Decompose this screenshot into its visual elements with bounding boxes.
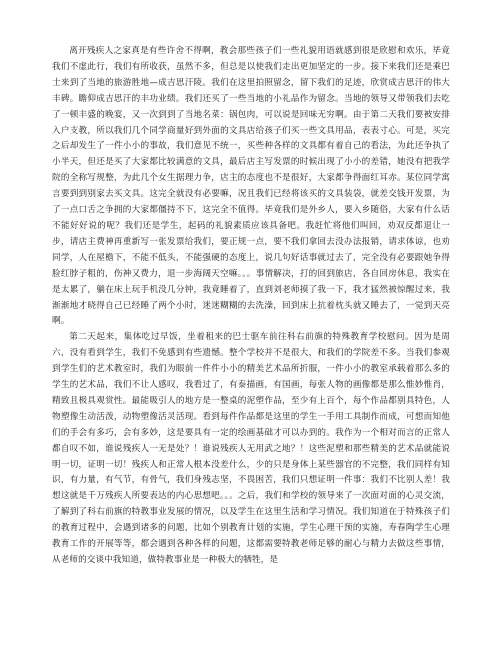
paragraph-1: 离开残疾人之家真是有些许舍不得啊，教会那些孩子们一些礼貌用语就感到很是欣慰和欢乐，毕竟我们不虚此行，我们有所收获，虽然不多，但总是以使我们走出更加坚定的一步。接下来我们还是乘巴士来到了当地的旅游胜地—成吉思汗陵。我们在这里拍照留念，留下我们的足迹，欣赏成吉思汗的伟大丰碑。瞻仰成吉思汗的丰功业绩。我们还买了一些当地的小礼品作为留念。当地的领导又带领我们去吃了一顿丰盛的晚宴，又一次到到了当地名菜：锅包肉，可以说是回味无穷啊。由于第二天我们要被安排入户支教，所以我们几个同学商量好到外面的文具店给孩子们买一些文具用品，表表寸心。可是，买完之后却发生了一件小小的事故，我们意见不统一，买些种各样的文具都有着自己的看法，为此还争执了小半天，但还是买了大家都比较满意的文具，最后店主写发票的时候出现了小小的差错，她没有把我学院的全称写规整，为此几个女生据理力争，店主的态度也不是很好，大家都争得面红耳赤。某位同学寓言要到到别家去买文具。这完全就没有必要嘛，况且我们已经将该买的文具装袋，就差交钱开发票，为了一点口舌之争拥的大家都僵持不下，这完全不值得。毕竟我们是外乡人，要入乡随俗，大家有什么话不能好好说的呢？我们还是学生，起码的礼貌素质应该具备吧。我赶忙将他们叫回，劝双反都退让一步，请店主费神再重新写一张发票给我们，要正规一点，要不我们拿回去没办法报销，请求体谅，也劝同学，人在屋檐下，不能不低头，不能强硬的态度上，说几句好话事就过去了，完全没有必要跟她争得脸红脖子粗的，伤神又费力，退一步海阔天空嘛。。。事情解决，打的回到旅店，各自回房休息，我实在是太累了，躺在床上玩手机没几分钟，我竟睡着了，直到刘老师摸了我一下，我才猛然被惊醒过来，我渐渐地才晓得自己已经睡了两个小时，迷迷糊糊的去洗澡，回到床上抗着枕头就又睡去了，一觉到天亮啊。 <box>52 46 450 327</box>
paragraph-2: 第二天起来，集体吃过早饭，坐着租来的巴士驱车前往科右前旗的特殊教育学校慰问。因为是周六，没有看到学生，我们不免感到有些遗憾。整个学校并不是很大，和我们的学院差不多。当我们参观到学生们的艺术教室时，我们为眼前一件件小小的精美艺术品所折服，一件小小的教室承载着那么多的学生的艺术品，我们不让人感叹，我看过了，有泰描画，有国画，每张人物的画像都是那么惟妙惟肖，精致且极具观赏性。最能吸引人的地方是一整桌的泥塑作品，至少有上百个，每个作品都别具特色，人物塑像生动活泼，动物塑像活灵活现。看到每件作品都是这里的学生一手用工具制作而成，可想而知他们的手会有多巧，会有多妙，这是要具有一定的绘画基础才可以办到的。我作为一个相对而言的正常人都自叹不如，谁说残疾人一无是处？！谁说残疾人无用武之地？！这些泥塑和那些精美的艺术品就能说明一切，证明一切！残疾人和正常人根本没差什么，少的只是身体上某些器官的不完整，我们同样有知识，有力量，有气节，有骨气，我们身残志坚，不畏困苦，我们只想证明一件事：我们不比别人差！我想这就是千万残疾人所要表达的内心思想吧。。。之后，我们和学校的领导来了一次面对面的心灵交流，了解到了科右前旗的特教事业发展的情况，以及学生在这里生活和学习情况。我们知道在于特殊孩子们的教育过程中，会遇到诸多的问题，比如个别教育计划的实施，学生心理干预的实施，寿春陶学生心理教育工作的开展等等，都会遇到各种各样的问题，这都需要特教老师足够的耐心与精力去做这些事情，从老师的交谈中我知道，做特教事业是一种极大的牺牲，是 <box>52 332 450 565</box>
document-body <box>52 44 450 569</box>
